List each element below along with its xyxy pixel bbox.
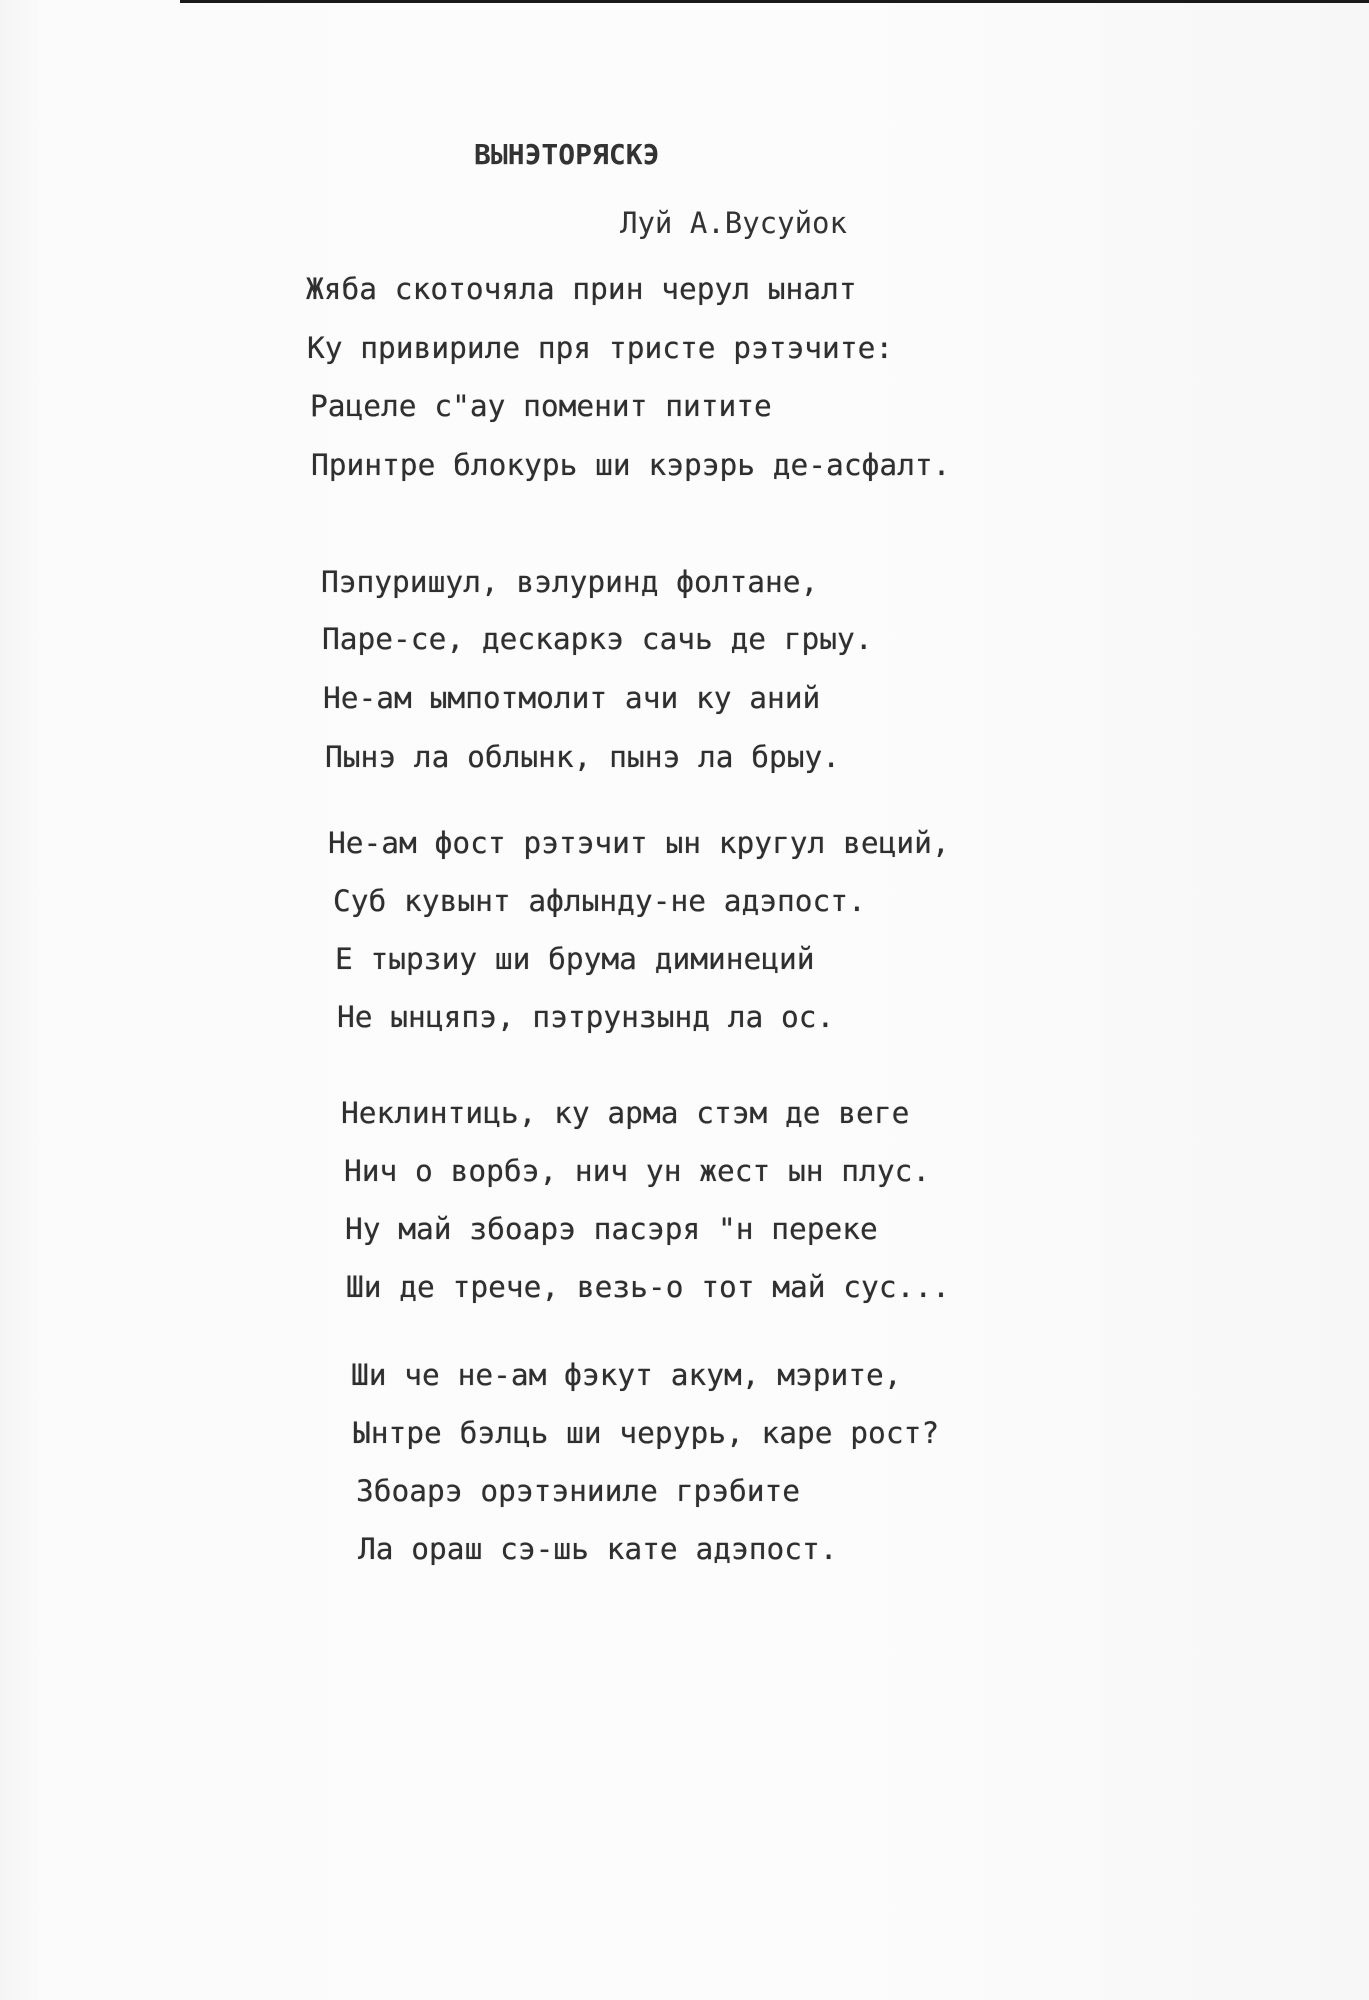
stanza-2-line-1: Пэпуришул, вэлуринд фолтане, (321, 565, 819, 599)
stanza-3-line-2: Суб кувынт афлынду-не адэпост. (333, 884, 866, 918)
poem-author: Луй А.Вусуйок (620, 206, 847, 240)
stanza-4-line-3: Ну май збоарэ пасэря "н переке (345, 1212, 878, 1246)
stanza-5-line-2: Ынтре бэлць ши черурь, каре рост? (353, 1416, 940, 1450)
stanza-5-line-3: Збоарэ орэтэнииле грэбите (356, 1474, 801, 1508)
poem-title: ВЫНЭТОРЯСКЭ (474, 138, 660, 171)
stanza-1-line-4: Принтре блокурь ши кэрэрь де-асфалт. (311, 448, 951, 482)
page-top-edge (180, 0, 1369, 3)
stanza-3-line-1: Не-ам фост рэтэчит ын кругул веций, (328, 826, 950, 860)
stanza-1-line-3: Рацеле с"ау поменит питите (310, 389, 772, 423)
stanza-1-line-2: Ку привириле пря тристе рэтэчите: (307, 331, 894, 365)
stanza-2-line-2: Паре-се, дескаркэ сачь де грыу. (322, 622, 873, 656)
stanza-3-line-4: Не ынцяпэ, пэтрунзынд ла ос. (337, 1000, 835, 1034)
stanza-5-line-4: Ла ораш сэ-шь кате адэпост. (358, 1532, 838, 1566)
stanza-2-line-3: Не-ам ымпотмолит ачи ку аний (323, 681, 821, 715)
stanza-2-line-4: Пынэ ла облынк, пынэ ла брыу. (325, 740, 841, 774)
stanza-3-line-3: Е тырзиу ши брума диминеций (335, 942, 815, 976)
stanza-4-line-1: Неклинтиць, ку арма стэм де веге (341, 1096, 910, 1130)
stanza-5-line-1: Ши че не-ам фэкут акум, мэрите, (351, 1358, 902, 1392)
stanza-4-line-4: Ши де тречe, везь-о тот май сус... (346, 1270, 950, 1304)
stanza-4-line-2: Нич о ворбэ, нич ун жест ын плус. (344, 1154, 931, 1188)
stanza-1-line-1: Жяба скоточяла прин черул ыналт (306, 272, 857, 306)
